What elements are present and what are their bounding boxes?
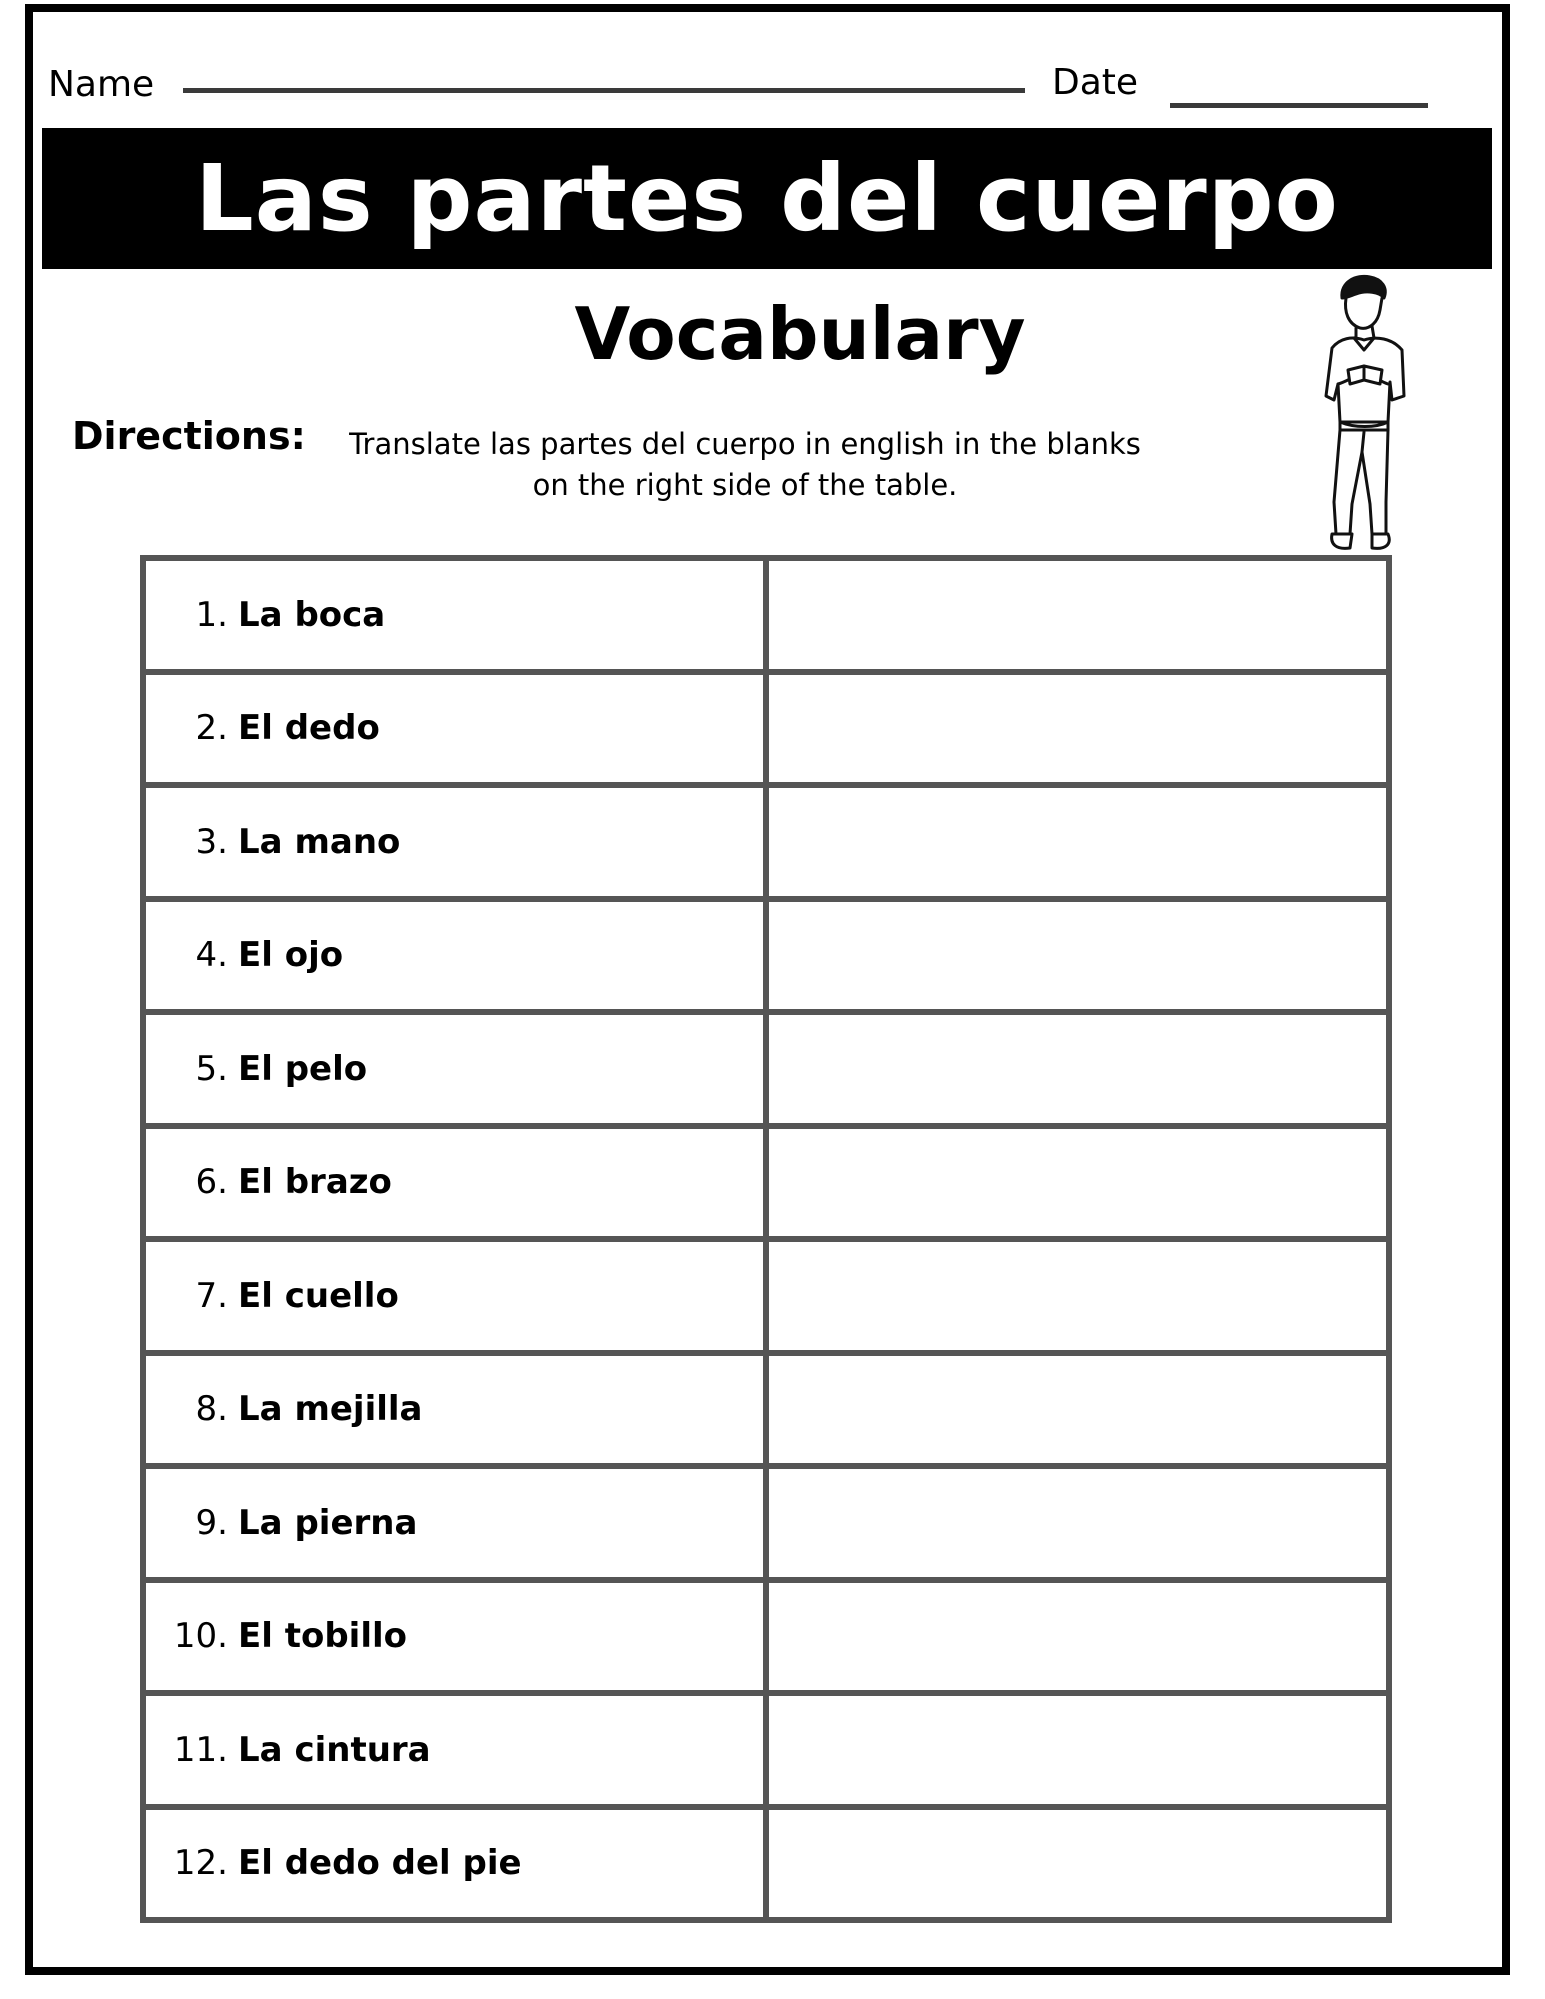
table-row [146,669,1386,783]
spanish-term: El pelo [238,1048,368,1089]
spanish-term: El dedo del pie [238,1843,522,1884]
answer-blank[interactable] [769,1583,1386,1691]
row-number: 12. [173,1843,228,1884]
spanish-term: El dedo [238,708,380,749]
term-cell [146,561,769,669]
spanish-term: El cuello [238,1275,399,1316]
directions-label: Directions: [72,414,306,458]
row-number: 2. [195,708,228,749]
term-cell [146,1696,769,1804]
row-number: 10. [173,1616,228,1657]
section-subtitle: Vocabulary [574,292,1026,376]
row-number: 8. [195,1389,228,1430]
title-banner [42,128,1492,269]
term-cell [146,902,769,1010]
spanish-term: La cintura [238,1729,431,1770]
spanish-term: La mano [238,821,401,862]
table-row [146,1009,1386,1123]
term-cell [146,1356,769,1464]
answer-blank[interactable] [769,788,1386,896]
term-cell [146,788,769,896]
vocab-table [140,555,1392,1923]
row-number: 4. [195,935,228,976]
answer-blank[interactable] [769,561,1386,669]
term-cell [146,1583,769,1691]
term-cell [146,1242,769,1350]
answer-blank[interactable] [769,1129,1386,1237]
date-label: Date [1052,62,1139,103]
term-cell [146,1129,769,1237]
spanish-term: El brazo [238,1162,392,1203]
answer-blank[interactable] [769,1242,1386,1350]
table-row [146,1236,1386,1350]
spanish-term: La pierna [238,1502,418,1543]
term-cell [146,1015,769,1123]
row-number: 3. [195,821,228,862]
table-row [146,782,1386,896]
row-number: 5. [195,1048,228,1089]
table-row [146,1463,1386,1577]
row-number: 11. [173,1729,228,1770]
table-row [146,1123,1386,1237]
row-number: 9. [195,1502,228,1543]
answer-blank[interactable] [769,1469,1386,1577]
name-label: Name [48,64,155,105]
answer-blank[interactable] [769,1356,1386,1464]
name-blank-line[interactable] [183,88,1025,93]
table-row [146,561,1386,669]
directions-text: Translate las partes del cuerpo in english in the blanks on the right side of the table. [349,427,1141,502]
table-row [146,896,1386,1010]
term-cell [146,1469,769,1577]
row-number: 1. [195,594,228,635]
spanish-term: La boca [238,594,386,635]
spanish-term: La mejilla [238,1389,423,1430]
answer-blank[interactable] [769,1015,1386,1123]
page-title: Las partes del cuerpo [195,145,1339,252]
answer-blank[interactable] [769,675,1386,783]
date-blank-line[interactable] [1170,103,1428,108]
row-number: 6. [195,1162,228,1203]
student-reading-icon [1296,272,1436,557]
spanish-term: El tobillo [238,1616,407,1657]
table-row [146,1350,1386,1464]
table-row [146,1804,1386,1918]
term-cell [146,675,769,783]
spanish-term: El ojo [238,935,344,976]
table-row [146,1577,1386,1691]
answer-blank[interactable] [769,1810,1386,1918]
answer-blank[interactable] [769,902,1386,1010]
table-row [146,1690,1386,1804]
row-number: 7. [195,1275,228,1316]
answer-blank[interactable] [769,1696,1386,1804]
term-cell [146,1810,769,1918]
